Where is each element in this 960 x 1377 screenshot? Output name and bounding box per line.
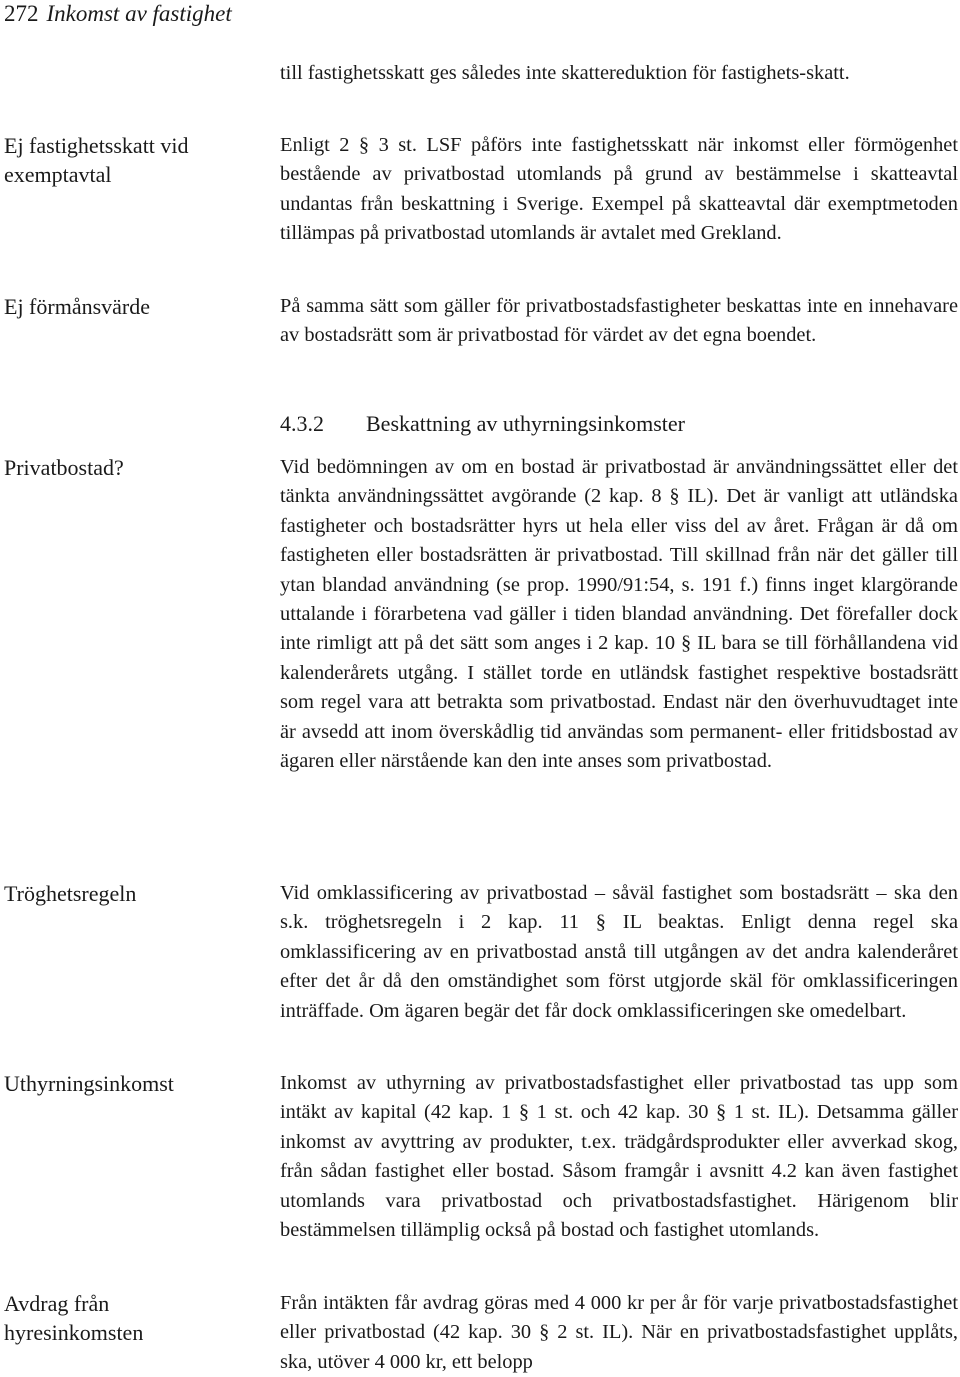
section-number: 4.3.2 (280, 411, 324, 436)
page-number: 272 (4, 1, 39, 26)
running-header (4, 0, 232, 28)
margin-note-formansvarde: Ej förmånsvärde (4, 294, 150, 319)
margin-note-uthyrningsinkomst: Uthyrningsinkomst (4, 1071, 174, 1096)
margin-note-exemptavtal: Ej fastighetsskatt vid exemptavtal (4, 133, 189, 187)
paragraph-privatbostad: Vid bedömningen av om en bostad är privatbostad är användningssättet eller det tänkta användningssättet avgörande (2 kap. 8 § IL). Det är vanligt att utländska fastigheter och bostadsrätter hyrs ut hela eller viss del av året. Frågan är då om fastigheten eller bostadsrätten är privatbostad. Till skillnad från när det gäller till ytan blandad användning (se prop. 1990/91:54, s. 191 f.) finns inget klargörande uttalande i förarbetena vad gäller i tiden blandad användning. Det förefaller dock inte rimligt att på det sätt som anges i 2 kap. 10 § IL bara se till förhållandena vid kalenderårets utgång. I stället torde en utländsk fastighet respektive bostadsrätt som regel vara att betrakta som privatbostad. Endast när den överhuvudtaget inte är avsedd att inom överskådlig tid användas som permanent- eller fritidsbostad av ägaren eller närstående kan den inte anses som privatbostad. (280, 456, 958, 773)
margin-note-troghetsregeln: Tröghetsregeln (4, 881, 137, 906)
margin-note-avdrag: Avdrag från hyresinkomsten (4, 1291, 144, 1345)
paragraph-fastighetsskatt-continuation: till fastighetsskatt ges således inte skattereduktion för fastighets-skatt. (280, 62, 850, 84)
paragraph-avdrag: Från intäkten får avdrag göras med 4 000 kr per år för varje privatbostadsfastighet eller privatbostad (42 kap. 30 § 2 st. IL). När en privatbostadsfastighet upplåts, ska, utöver 4 000 kr, ett belopp (280, 1292, 958, 1373)
paragraph-exemptavtal: Enligt 2 § 3 st. LSF påförs inte fastighetsskatt när inkomst eller förmögenhet bestående av privatbostad utomlands på grund av bestämmelse i skatteavtal undantas från beskattning i Sverige. Exempel på skatteavtal där exemptmetoden tillämpas på privatbostad utomlands är avtalet med Grekland. (280, 134, 958, 245)
paragraph-uthyrningsinkomst: Inkomst av uthyrning av privatbostadsfastighet eller privatbostad tas upp som intäkt av kapital (42 kap. 1 § 1 st. och 42 kap. 30 § 1 st. IL). Detsamma gäller inkomst av avyttring av produkter, t.ex. trädgårdsprodukter eller avverkad skog, från sådan fastighet eller bostad. Såsom framgår i avsnitt 4.2 kan även fastighet utomlands vara privatbostad och privatbostadsfastighet. Härigenom blir bestämmelsen tillämplig också på bostad och fastighet utomlands. (280, 1072, 958, 1242)
paragraph-formansvarde: På samma sätt som gäller för privatbostadsfastigheter beskattas inte en innehavare av bostadsrätt som är privatbostad för värdet av det egna boendet. (280, 295, 958, 347)
paragraph-troghetsregeln: Vid omklassificering av privatbostad – såväl fastighet som bostadsrätt – ska den s.k. tröghetsregeln i 2 kap. 11 § IL beaktas. Enligt denna regel ska omklassificering av en privatbostad anstå till utgången av det andra kalenderåret efter det år då den omständighet som först utgjorde skäl för omklassificeringen inträffade. Om ägaren begär det får dock omklassificeringen ske omedelbart. (280, 882, 958, 1022)
section-title: Beskattning av uthyrningsinkomster (366, 411, 685, 436)
margin-note-privatbostad: Privatbostad? (4, 455, 124, 480)
section-heading (280, 409, 958, 438)
running-title: Inkomst av fastighet (46, 1, 232, 26)
